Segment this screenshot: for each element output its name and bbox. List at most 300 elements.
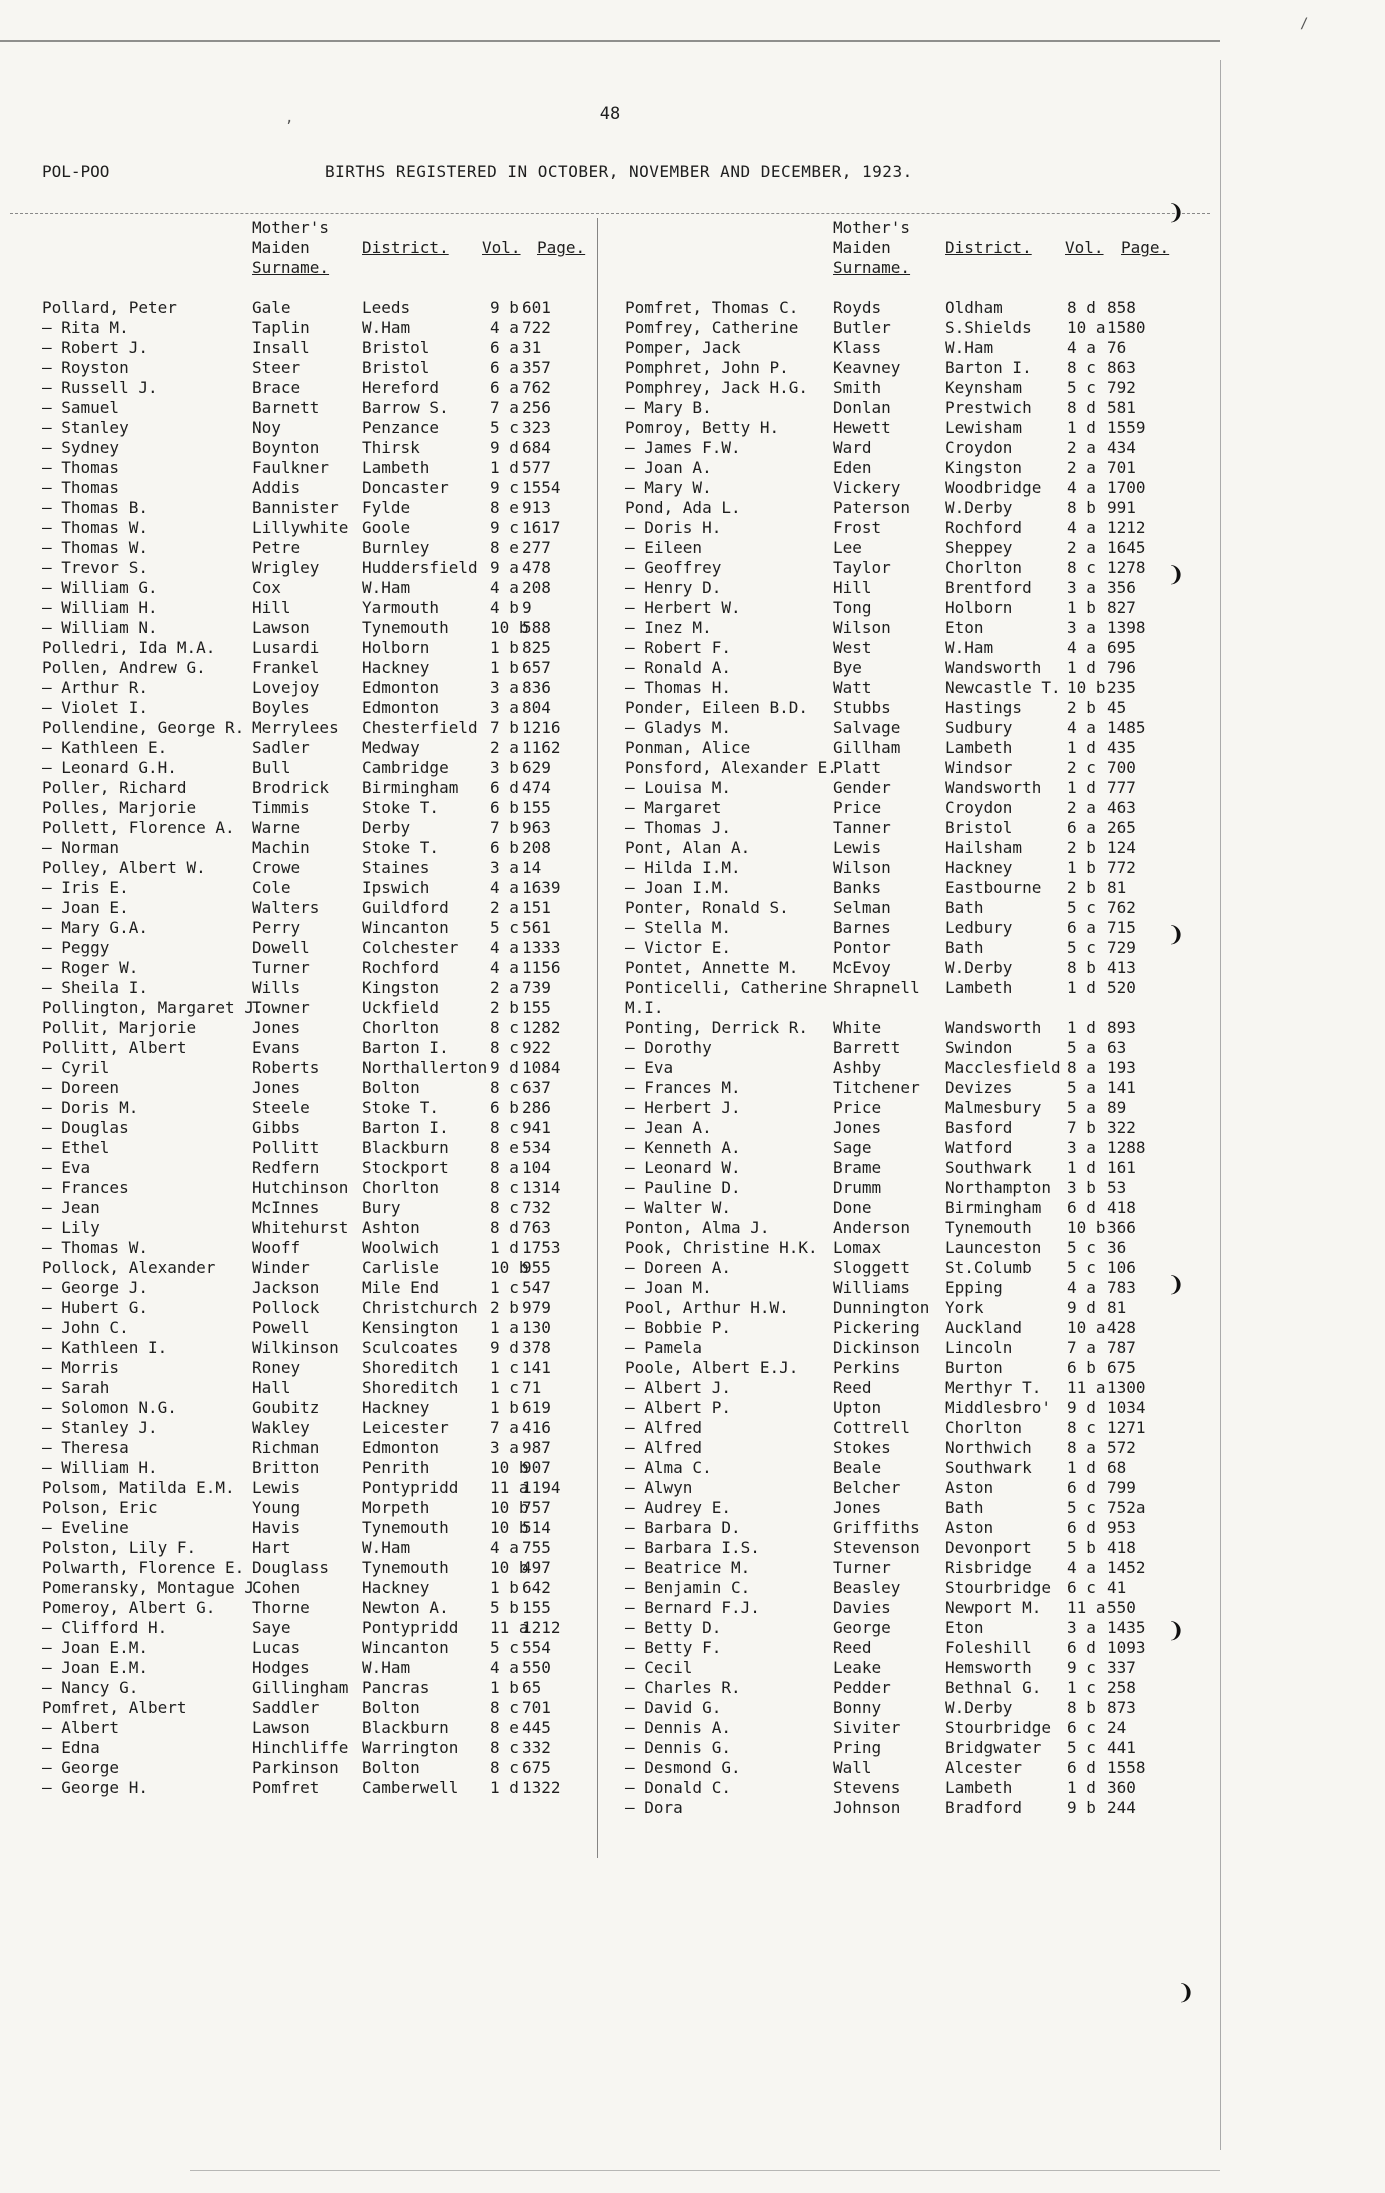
entry-row <box>625 938 1185 958</box>
page: 1558 <box>1107 1758 1146 1777</box>
volume: 1 a <box>490 1318 519 1337</box>
page: 700 <box>1107 758 1136 777</box>
district: Burton <box>945 1358 1003 1377</box>
entry-name: Poole, Albert E.J. <box>625 1358 799 1377</box>
page-label: Page. <box>537 238 586 257</box>
district: Ipswich <box>362 878 430 897</box>
page: 1333 <box>522 938 561 957</box>
volume: 1 b <box>490 658 519 677</box>
district: Goole <box>362 518 411 537</box>
volume: 1 d <box>1067 1158 1096 1177</box>
district: Newport M. <box>945 1598 1042 1617</box>
district: Leeds <box>362 298 411 317</box>
volume: 10 b <box>490 1498 529 1517</box>
page: 356 <box>1107 578 1136 597</box>
mother-maiden-surname: Siviter <box>833 1718 901 1737</box>
volume: 8 c <box>490 1078 519 1097</box>
district: Camberwell <box>362 1778 459 1797</box>
page: 913 <box>522 498 551 517</box>
entry-name: Pomper, Jack <box>625 338 741 357</box>
entry-name: — Russell J. <box>42 378 158 397</box>
district: Wincanton <box>362 918 449 937</box>
mother-maiden-surname: Beasley <box>833 1578 901 1597</box>
entry-row <box>625 678 1185 698</box>
volume: 7 a <box>1067 1338 1096 1357</box>
entry-name: — Joan A. <box>625 458 712 477</box>
entry-name: — Thomas <box>42 478 120 497</box>
entry-row <box>42 1158 602 1178</box>
page: 1435 <box>1107 1618 1146 1637</box>
mother-maiden-surname: Done <box>833 1198 872 1217</box>
entry-name: — Benjamin C. <box>625 1578 751 1597</box>
entry-row <box>625 798 1185 818</box>
page: 799 <box>1107 1478 1136 1497</box>
page: 244 <box>1107 1798 1136 1817</box>
page-title: BIRTHS REGISTERED IN OCTOBER, NOVEMBER AND DECEMBER, 1923. <box>325 162 913 181</box>
entry-name: — Thomas B. <box>42 498 148 517</box>
mother-maiden-surname: Titchener <box>833 1078 920 1097</box>
page: 1645 <box>1107 538 1146 557</box>
entry-row <box>42 1498 602 1518</box>
volume: 2 b <box>1067 878 1096 897</box>
mother-maiden-surname: Gillham <box>833 738 901 757</box>
volume: 11 a <box>490 1478 529 1497</box>
district: Keynsham <box>945 378 1023 397</box>
entry-name: — Bernard F.J. <box>625 1598 760 1617</box>
entry-name: Polledri, Ida M.A. <box>42 638 216 657</box>
mother-maiden-surname: Cottrell <box>833 1418 911 1437</box>
entry-name: — Victor E. <box>625 938 731 957</box>
entry-row <box>42 598 602 618</box>
volume: 10 b <box>1067 1218 1106 1237</box>
volume: 6 b <box>490 798 519 817</box>
entry-name: — Jean <box>42 1198 100 1217</box>
page: 76 <box>1107 338 1127 357</box>
page: 81 <box>1107 878 1127 897</box>
entry-row <box>42 918 602 938</box>
mother-maiden-surname: Saye <box>252 1618 291 1637</box>
page: 45 <box>1107 698 1127 717</box>
entry-name: Pomfret, Thomas C. <box>625 298 799 317</box>
entry-row <box>42 1618 602 1638</box>
entry-name: — Thomas J. <box>625 818 731 837</box>
page: 987 <box>522 1438 551 1457</box>
volume: 8 b <box>1067 498 1096 517</box>
entry-name: — Jean A. <box>625 1118 712 1137</box>
district: Penrith <box>362 1458 430 1477</box>
entry-row <box>625 1498 1185 1518</box>
entry-row <box>42 778 602 798</box>
mother-maiden-surname: Banks <box>833 878 882 897</box>
district: Blackburn <box>362 1138 449 1157</box>
district: Sculcoates <box>362 1338 459 1357</box>
entry-row <box>625 1318 1185 1338</box>
district: Wandsworth <box>945 778 1042 797</box>
volume: 11 a <box>1067 1598 1106 1617</box>
mother-maiden-surname: Cohen <box>252 1578 301 1597</box>
district: Huddersfield <box>362 558 478 577</box>
district: Pontypridd <box>362 1618 459 1637</box>
district: Chorlton <box>362 1178 440 1197</box>
mother-maiden-surname: Parkinson <box>252 1758 339 1777</box>
volume: 6 a <box>490 378 519 397</box>
mother-maiden-surname: Boynton <box>252 438 320 457</box>
entry-row <box>42 478 602 498</box>
page: 1034 <box>1107 1398 1146 1417</box>
district: Uckfield <box>362 998 440 1017</box>
page: 752a <box>1107 1498 1146 1517</box>
entry-name: Pomroy, Betty H. <box>625 418 780 437</box>
page: 1271 <box>1107 1418 1146 1437</box>
entry-row <box>625 1798 1185 1818</box>
mother-maiden-surname: Keavney <box>833 358 901 377</box>
mother-maiden-surname: George <box>833 1618 891 1637</box>
volume: 5 c <box>490 918 519 937</box>
volume: 5 c <box>490 418 519 437</box>
district: W.Ham <box>362 1538 411 1557</box>
page: 31 <box>522 338 542 357</box>
entry-name: — Pamela <box>625 1338 703 1357</box>
volume: 6 d <box>1067 1198 1096 1217</box>
district: Holborn <box>945 598 1013 617</box>
district: Carlisle <box>362 1258 440 1277</box>
district: Watford <box>945 1138 1013 1157</box>
entry-row <box>42 438 602 458</box>
district: Barton I. <box>945 358 1032 377</box>
entry-name: — David G. <box>625 1698 722 1717</box>
page: 701 <box>522 1698 551 1717</box>
entry-row <box>42 1198 602 1218</box>
entry-name: — George H. <box>42 1778 148 1797</box>
entry-row <box>42 318 602 338</box>
entry-name: — George <box>42 1758 120 1777</box>
mother-maiden-surname: Barnett <box>252 398 320 417</box>
mother-maiden-surname: Perry <box>252 918 301 937</box>
district: Wandsworth <box>945 1018 1042 1037</box>
page: 366 <box>1107 1218 1136 1237</box>
volume: 9 a <box>490 558 519 577</box>
district: Tynemouth <box>362 1558 449 1577</box>
entry-name: — Herbert W. <box>625 598 741 617</box>
entry-name: — Stanley J. <box>42 1418 158 1437</box>
entry-row <box>625 1358 1185 1378</box>
entry-row <box>625 1758 1185 1778</box>
district: St.Columb <box>945 1258 1032 1277</box>
bottom-scan-rule <box>190 2170 1220 2171</box>
entry-name: Ponting, Derrick R. <box>625 1018 809 1037</box>
mother-maiden-surname: Powell <box>252 1318 310 1337</box>
district: Woolwich <box>362 1238 440 1257</box>
mother-maiden-surname: McEvoy <box>833 958 891 977</box>
page: 1452 <box>1107 1558 1146 1577</box>
page: 827 <box>1107 598 1136 617</box>
entry-row <box>625 978 1185 998</box>
district: Eton <box>945 1618 984 1637</box>
volume: 4 a <box>1067 518 1096 537</box>
volume: 10 a <box>1067 1318 1106 1337</box>
entry-row <box>625 738 1185 758</box>
entry-row <box>625 338 1185 358</box>
entry-name: — Sarah <box>42 1378 110 1397</box>
entry-row <box>42 1558 602 1578</box>
volume: 2 b <box>1067 838 1096 857</box>
entry-name: Pomfret, Albert <box>42 1698 187 1717</box>
mother-maiden-surname: Wilkinson <box>252 1338 339 1357</box>
mother-maiden-surname: Sage <box>833 1138 872 1157</box>
entry-row <box>42 458 602 478</box>
mother-maiden-surname: Saddler <box>252 1698 320 1717</box>
entry-name: Ponder, Eileen B.D. <box>625 698 809 717</box>
entry-row <box>42 1658 602 1678</box>
mother-maiden-surname: Roney <box>252 1358 301 1377</box>
entry-name: — Leonard W. <box>625 1158 741 1177</box>
entry-row <box>625 998 1185 1018</box>
volume: 5 c <box>1067 1258 1096 1277</box>
entry-name: Pollit, Marjorie <box>42 1018 197 1037</box>
page: 642 <box>522 1578 551 1597</box>
entry-name: — Sheila I. <box>42 978 148 997</box>
entry-row <box>42 838 602 858</box>
page: 695 <box>1107 638 1136 657</box>
entry-row <box>42 1778 602 1798</box>
entry-name: — Hubert G. <box>42 1298 148 1317</box>
volume: 8 a <box>490 1158 519 1177</box>
mother-maiden-surname: Barnes <box>833 918 891 937</box>
entry-row <box>42 1458 602 1478</box>
volume: 3 a <box>1067 1138 1096 1157</box>
volume: 8 a <box>1067 1058 1096 1077</box>
mother-maiden-surname: Richman <box>252 1438 320 1457</box>
right-entry-list <box>625 298 1185 1818</box>
mother-maiden-surname: Warne <box>252 818 301 837</box>
volume: 8 d <box>1067 398 1096 417</box>
volume: 4 a <box>1067 1558 1096 1577</box>
volume: 6 c <box>1067 1578 1096 1597</box>
mother-maiden-surname: Pomfret <box>252 1778 320 1797</box>
entry-name: — Solomon N.G. <box>42 1398 177 1417</box>
entry-row <box>625 718 1185 738</box>
district: Macclesfield <box>945 1058 1061 1077</box>
mother-maiden-surname: Timmis <box>252 798 310 817</box>
volume: 1 d <box>490 1778 519 1797</box>
page: 463 <box>1107 798 1136 817</box>
entry-row <box>42 1398 602 1418</box>
mother-maiden-surname: Crowe <box>252 858 301 877</box>
district: Chorlton <box>362 1018 440 1037</box>
mothers-label: Mother's <box>252 218 330 237</box>
mother-maiden-surname: Lawson <box>252 1718 310 1737</box>
page: 286 <box>522 1098 551 1117</box>
district: Stockport <box>362 1158 449 1177</box>
entry-row <box>625 438 1185 458</box>
entry-row <box>625 1778 1185 1798</box>
volume: 4 a <box>490 1658 519 1677</box>
mother-maiden-surname: Gender <box>833 778 891 797</box>
page: 155 <box>522 998 551 1017</box>
mother-maiden-surname: Barrett <box>833 1038 901 1057</box>
mother-maiden-surname: Young <box>252 1498 301 1517</box>
entry-row <box>625 1278 1185 1298</box>
page: 378 <box>522 1338 551 1357</box>
district: W.Ham <box>362 1658 411 1677</box>
mother-maiden-surname: Steele <box>252 1098 310 1117</box>
entry-name: — Trevor S. <box>42 558 148 577</box>
entry-name: — Kathleen I. <box>42 1338 168 1357</box>
entry-row <box>42 418 602 438</box>
entry-row <box>625 838 1185 858</box>
mother-maiden-surname: Tanner <box>833 818 891 837</box>
volume: 2 a <box>490 738 519 757</box>
mother-maiden-surname: Douglass <box>252 1558 330 1577</box>
district: Lewisham <box>945 418 1023 437</box>
top-scan-rule <box>0 40 1220 42</box>
mother-maiden-surname: Frost <box>833 518 882 537</box>
page: 208 <box>522 838 551 857</box>
page: 81 <box>1107 1298 1127 1317</box>
volume: 9 b <box>1067 1798 1096 1817</box>
entry-name: Pollard, Peter <box>42 298 177 317</box>
district: Mile End <box>362 1278 440 1297</box>
entry-row <box>625 1598 1185 1618</box>
entry-row <box>625 1178 1185 1198</box>
district: Brentford <box>945 578 1032 597</box>
entry-row <box>625 1678 1185 1698</box>
volume: 7 a <box>490 398 519 417</box>
volume: 5 c <box>1067 1238 1096 1257</box>
district: W.Derby <box>945 1698 1013 1717</box>
district: Yarmouth <box>362 598 440 617</box>
volume: 2 a <box>1067 458 1096 477</box>
page: 1212 <box>1107 518 1146 537</box>
volume: 5 a <box>1067 1078 1096 1097</box>
volume: 1 d <box>1067 1778 1096 1797</box>
mother-maiden-surname: Tong <box>833 598 872 617</box>
entry-name: — Desmond G. <box>625 1758 741 1777</box>
district: Launceston <box>945 1238 1042 1257</box>
page: 235 <box>1107 678 1136 697</box>
entry-name: — Kathleen E. <box>42 738 168 757</box>
volume: 8 e <box>490 1718 519 1737</box>
mother-maiden-surname: Turner <box>833 1558 891 1577</box>
volume: 1 d <box>1067 978 1096 997</box>
mother-maiden-surname: Shrapnell <box>833 978 920 997</box>
page: 416 <box>522 1418 551 1437</box>
surname-label: Surname. <box>833 258 911 277</box>
mother-maiden-surname: Bye <box>833 658 862 677</box>
district: Hailsham <box>945 838 1023 857</box>
entry-row <box>42 878 602 898</box>
entry-name: — Stanley <box>42 418 129 437</box>
mother-maiden-surname: Hart <box>252 1538 291 1557</box>
page: 474 <box>522 778 551 797</box>
district: Chorlton <box>945 1418 1023 1437</box>
entry-row <box>42 1438 602 1458</box>
page: 1156 <box>522 958 561 977</box>
district: Tynemouth <box>945 1218 1032 1237</box>
entry-name: Polwarth, Florence E. <box>42 1558 245 1577</box>
mother-maiden-surname: Havis <box>252 1518 301 1537</box>
entry-row <box>42 718 602 738</box>
volume: 8 c <box>1067 558 1096 577</box>
mother-maiden-surname: Boyles <box>252 698 310 717</box>
district: Southwark <box>945 1458 1032 1477</box>
volume: 10 a <box>1067 318 1106 337</box>
entry-name: — Samuel <box>42 398 120 417</box>
entry-row <box>625 1018 1185 1038</box>
entry-name: Pond, Ada L. <box>625 498 741 517</box>
page: 722 <box>522 318 551 337</box>
mother-maiden-surname: Evans <box>252 1038 301 1057</box>
volume: 10 b <box>490 1558 529 1577</box>
page: 1639 <box>522 878 561 897</box>
mother-maiden-surname: Turner <box>252 958 310 977</box>
entry-row <box>42 618 602 638</box>
page: 360 <box>1107 1778 1136 1797</box>
page: 1559 <box>1107 418 1146 437</box>
entry-name: — Kenneth A. <box>625 1138 741 1157</box>
volume: 11 a <box>490 1618 529 1637</box>
entry-row <box>625 758 1185 778</box>
right-margin-line <box>1220 60 1221 2150</box>
mother-maiden-surname: Wilson <box>833 858 891 877</box>
entry-name: Pomphrey, Jack H.G. <box>625 378 809 397</box>
district: Swindon <box>945 1038 1013 1057</box>
volume: 6 d <box>1067 1518 1096 1537</box>
page: 53 <box>1107 1178 1127 1197</box>
entry-name: — Cyril <box>42 1058 110 1077</box>
mother-maiden-surname: Lomax <box>833 1238 882 1257</box>
entry-name: — Arthur R. <box>42 678 148 697</box>
page: 796 <box>1107 658 1136 677</box>
volume: 3 a <box>490 698 519 717</box>
volume: 10 b <box>490 618 529 637</box>
page: 684 <box>522 438 551 457</box>
page: 124 <box>1107 838 1136 857</box>
page: 1753 <box>522 1238 561 1257</box>
entry-name: — Lily <box>42 1218 100 1237</box>
volume: 7 b <box>490 818 519 837</box>
entry-name: — Dennis A. <box>625 1718 731 1737</box>
mother-maiden-surname: Sloggett <box>833 1258 911 1277</box>
entry-name: Polsom, Matilda E.M. <box>42 1478 235 1497</box>
district: Bristol <box>945 818 1013 837</box>
volume: 3 b <box>490 758 519 777</box>
entry-row <box>42 1758 602 1778</box>
entry-name: Ponsford, Alexander E. <box>625 758 837 777</box>
entry-row <box>42 958 602 978</box>
page: 265 <box>1107 818 1136 837</box>
index-range-code: POL-POO <box>42 162 110 181</box>
district: Bolton <box>362 1758 420 1777</box>
volume: 8 c <box>490 1038 519 1057</box>
mother-maiden-surname: Lee <box>833 538 862 557</box>
binding-hole-mark: ❩ <box>1168 198 1184 228</box>
entry-name: — Doreen A. <box>625 1258 731 1277</box>
mother-maiden-surname: Hill <box>252 598 291 617</box>
entry-name: — Charles R. <box>625 1678 741 1697</box>
volume: 1 d <box>1067 1018 1096 1037</box>
volume: 1 b <box>1067 598 1096 617</box>
entry-row <box>625 1218 1185 1238</box>
entry-row <box>42 1678 602 1698</box>
district: Newton A. <box>362 1598 449 1617</box>
volume: 4 a <box>1067 718 1096 737</box>
volume: 1 d <box>1067 778 1096 797</box>
mother-maiden-surname: Stokes <box>833 1438 891 1457</box>
mother-maiden-surname: Jones <box>252 1018 301 1037</box>
entry-row <box>42 698 602 718</box>
page: 418 <box>1107 1538 1136 1557</box>
